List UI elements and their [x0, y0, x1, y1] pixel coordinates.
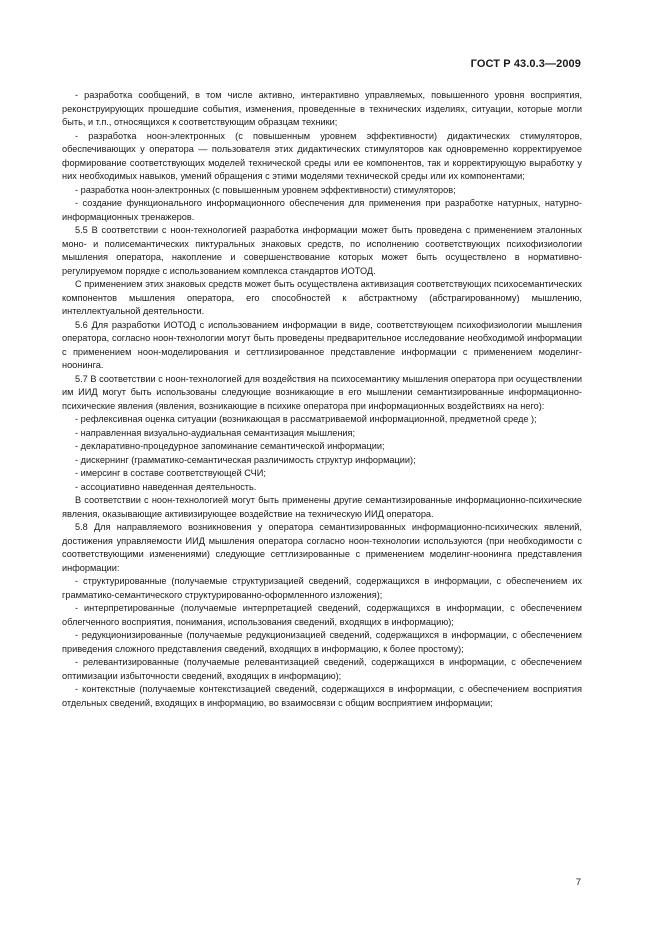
document-code: ГОСТ Р 43.0.3—2009: [470, 58, 581, 70]
paragraph: - рефлексивная оценка ситуации (возникающая в рассматриваемой информационной, предметной среде );: [75, 414, 537, 424]
paragraph: - разработка сообщений, в том числе активно, интерактивно управляемых, повышенного уровня восприятия, реконструирующих прошедшие события, изменения, проведенные в технических изделиях, ситуации, которые могли быть, и т.п., относящихся к соответствующим образцам техники;: [62, 90, 582, 127]
paragraph: - разработка ноон-электронных (с повышенным уровнем эффективности) дидактических стимуляторов, обеспечивающих у оператора — пользователя этих дидактических стимуляторов как одновременно корректируемое формирование соответствующих моделей технической среды или ее компонентов, так и корректирующую выработку у них необходимых навыков, умений обращения с этими моделями технической среды или их компонентами;: [62, 130, 582, 181]
paragraph: - декларативно-процедурное запоминание семантической информации;: [75, 441, 385, 451]
paragraph: - создание функционального информационного обеспечения для применения при разработке натурных, натурно-информационных тренажеров.: [62, 198, 582, 222]
paragraph: 5.8 Для направляемого возникновения у оператора семантизированных информационно-психических явлений, достижения управляемости ИИД мышления оператора согласно ноон-технологии используются (при необходимости с соответствующими изменениями) следующие сеттлизированные с применением моделинг-ноонинга представления информации:: [62, 522, 582, 573]
paragraph: 5.6 Для разработки ИОТОД с использованием информации в виде, соответствующем психофизиологии мышления оператора, согласно ноон-технологии могут быть проведены предварительное исследование необходимой информации с применением ноон-моделирования и сеттлизированное представление информации с применением моделинг-ноонинга.: [62, 319, 582, 370]
paragraph: - направленная визуально-аудиальная семантизация мышления;: [75, 427, 356, 438]
paragraph: - имерсинг в составе соответствующей СЧИ;: [75, 468, 266, 478]
paragraph: - контекстные (получаемые контекстизацией сведений, содержащихся в информации, с обеспечением восприятия отдельных сведений, входящих в информацию, во взаимосвязи с общим восприятием информации;: [62, 684, 582, 708]
page-number: 7: [575, 877, 581, 888]
paragraph: - дискернинг (грамматико-семантическая различимость структур информации);: [75, 454, 416, 465]
paragraph: - релевантизированные (получаемые релевантизацией сведений, содержащихся в информации, с обеспечением оптимизации избыточности сведений, входящих в информацию);: [62, 657, 582, 681]
paragraph: 5.5 В соответствии с ноон-технологией разработка информации может быть проведена с применением эталонных моно- и полисемантических пиктуральных знаковых средств, по исполнению соответствующих психофизиологии мышления оператора, накопление и совершенствование которых может быть осуществлено в нормативно-регулируемом порядке с использованием комплекса стандартов ИОТОД.: [62, 225, 582, 276]
document-body: [62, 89, 582, 710]
paragraph: - ассоциативно наведенная деятельность.: [75, 481, 257, 492]
paragraph: В соответствии с ноон-технологией могут быть применены другие семантизированные информационно-психические явления, оказывающие активизирующее воздействие на техническую ИИД оператора.: [62, 495, 582, 519]
paragraph: - разработка ноон-электронных (с повышенным уровнем эффективности) стимуляторов;: [75, 184, 456, 195]
paragraph: - структурированные (получаемые структуризацией сведений, содержащихся в информации, с обеспечением их грамматико-семантического структурированно-оформленного изложения);: [62, 576, 582, 600]
paragraph: С применением этих знаковых средств может быть осуществлена активизация соответствующих психосемантических компонентов мышления оператора, его способностей к абстрактному (абстрагированному) мышлению, интеллектуальной деятельности.: [62, 279, 582, 316]
paragraph: - интерпретированные (получаемые интерпретацией сведений, содержащихся в информации, с обеспечением облегченного восприятия, понимания, использования сведений, входящих в информацию);: [62, 603, 582, 627]
paragraph: - редукционизированные (получаемые редукционизацией сведений, содержащихся в информации, с обеспечением приведения сложного представления сведений, входящих в информацию, к более простому);: [62, 630, 582, 654]
paragraph: 5.7 В соответствии с ноон-технологией для воздействия на психосемантику мышления оператора при осуществлении им ИИД могут быть использованы следующие возникающие в его мышлении семантизированные информационно-психические явления (явления, возникающие в психике оператора при информационных воздействиях на него):: [62, 373, 582, 411]
